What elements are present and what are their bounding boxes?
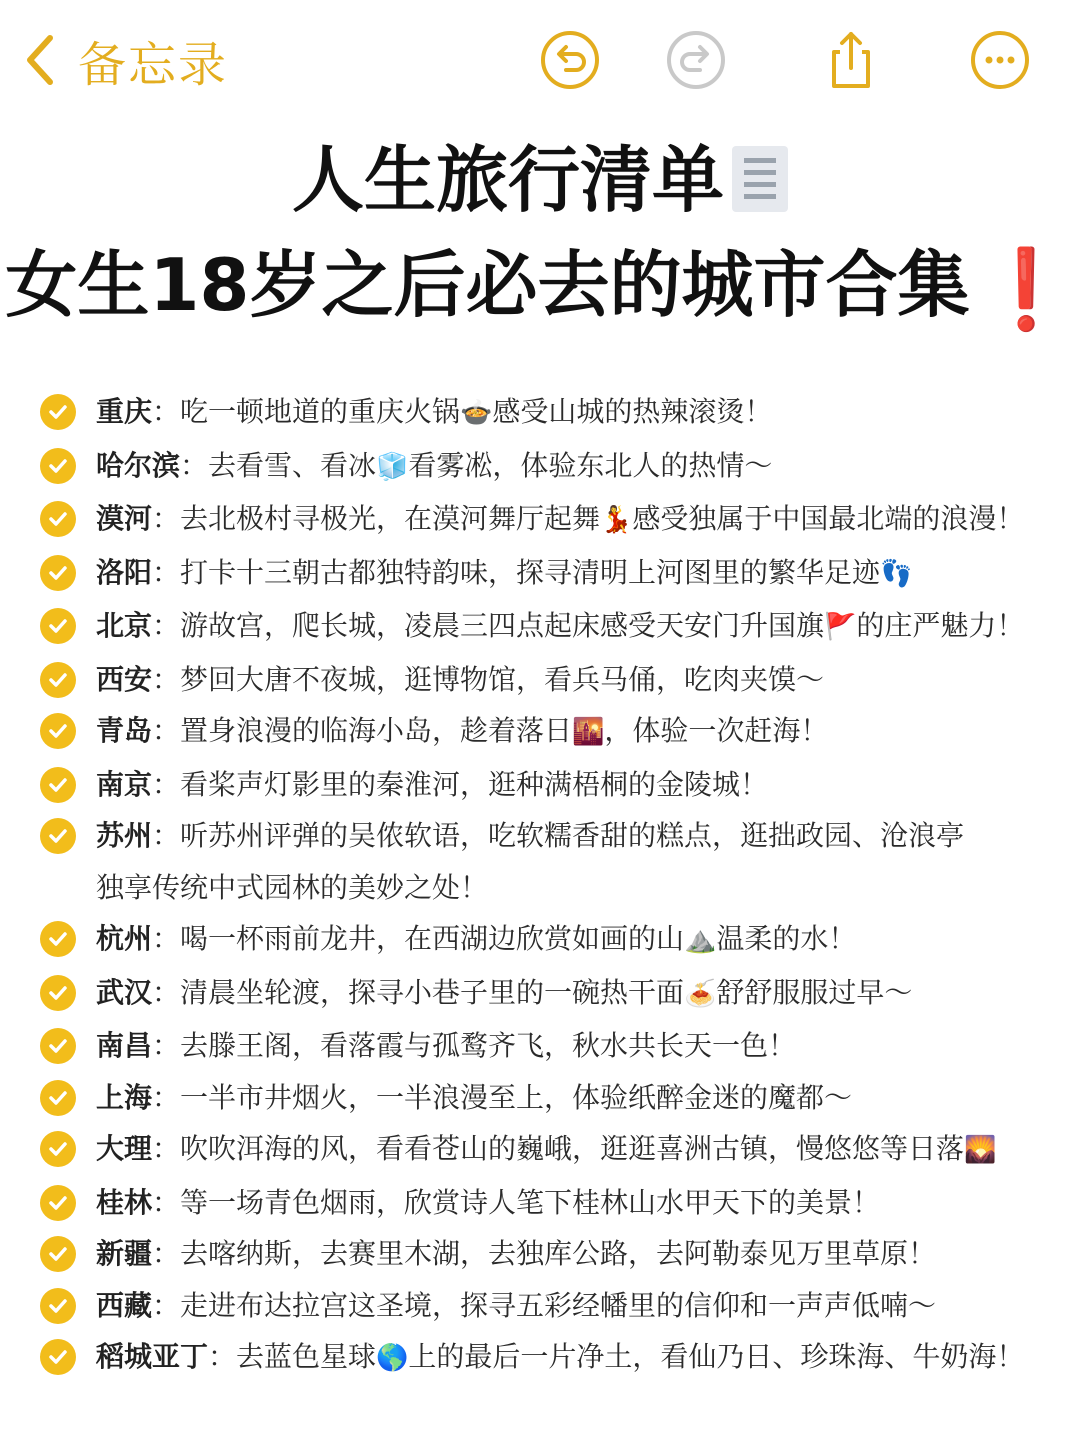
checkmark-icon[interactable] <box>40 394 76 430</box>
checkmark-icon[interactable] <box>40 767 76 803</box>
undo-button[interactable] <box>538 28 602 92</box>
item-text <box>96 1020 796 1072</box>
city-name: 西藏 <box>96 1288 153 1322</box>
list-item <box>40 759 1060 811</box>
list-item <box>40 1177 1060 1229</box>
emoji-icon: 🧊 <box>376 451 409 482</box>
separator: ： <box>152 555 181 589</box>
list-item <box>40 810 1060 862</box>
item-text <box>96 386 772 440</box>
city-name: 苏州 <box>96 819 153 852</box>
item-description: 去北极村寻极光，在漠河舞厅起舞 <box>180 502 601 535</box>
item-description-tail: 上的最后一片净土，看仙乃日、珍珠海、牛奶海！ <box>408 1340 1025 1373</box>
item-description: 去滕王阁，看落霞与孤鹜齐飞，秋水共长天一色！ <box>180 1029 797 1062</box>
item-description: 喝一杯雨前龙井，在西湖边欣赏如画的山 <box>180 922 685 955</box>
more-icon <box>968 28 1032 92</box>
city-name: 桂林 <box>96 1185 153 1219</box>
checkmark-icon[interactable] <box>40 608 76 644</box>
item-description: 吃一顿地道的重庆火锅 <box>180 395 461 428</box>
emoji-icon: 🚩 <box>824 612 857 642</box>
emoji-icon: 🍝 <box>684 978 717 1009</box>
undo-icon <box>538 28 602 92</box>
item-text <box>96 913 856 967</box>
item-text <box>96 1123 996 1177</box>
note-title <box>0 135 1080 225</box>
city-name: 北京 <box>96 609 153 642</box>
back-button[interactable] <box>22 28 228 92</box>
item-description: 听苏州评弹的吴侬软语，吃软糯香甜的糕点，逛拙政园、沧浪亭 <box>180 819 965 852</box>
item-description: 清晨坐轮渡，探寻小巷子里的一碗热干面 <box>180 975 685 1009</box>
separator: ： <box>152 1237 181 1270</box>
separator: ： <box>152 662 181 696</box>
item-description-tail: 感受独属于中国最北端的浪漫！ <box>632 502 1025 535</box>
checkmark-icon[interactable] <box>40 1131 76 1167</box>
separator: ： <box>152 922 181 955</box>
city-name: 杭州 <box>96 922 153 955</box>
city-name: 上海 <box>96 1080 153 1114</box>
item-description: 吹吹洱海的风，看看苍山的巍峨，逛逛喜洲古镇，慢悠悠等日落 <box>180 1132 965 1165</box>
checkmark-icon[interactable] <box>40 555 76 591</box>
checkmark-icon[interactable] <box>40 713 76 749</box>
city-name: 新疆 <box>96 1237 153 1270</box>
more-button[interactable] <box>968 28 1032 92</box>
item-description-tail: ，体验一次赶海！ <box>604 714 829 747</box>
nav-bar <box>0 0 1080 120</box>
separator: ： <box>152 714 181 747</box>
item-text <box>96 547 912 601</box>
emoji-icon: 💃 <box>600 505 633 535</box>
item-description: 游故宫，爬长城，凌晨三四点起床感受天安门升国旗 <box>180 609 825 642</box>
chevron-left-icon <box>22 32 58 88</box>
checkmark-icon[interactable] <box>40 1028 76 1064</box>
city-name: 武汉 <box>96 975 153 1009</box>
item-description: 去蓝色星球 <box>236 1340 377 1373</box>
checkmark-icon[interactable] <box>40 1339 76 1375</box>
list-item <box>40 1228 1060 1280</box>
list-item <box>40 1280 1060 1332</box>
list-item <box>40 654 1060 706</box>
back-label: 备忘录 <box>78 36 229 93</box>
emoji-icon: 🍲 <box>460 398 493 428</box>
list-item <box>40 600 1060 654</box>
separator: ： <box>152 975 181 1009</box>
item-description: 梦回大唐不夜城，逛博物馆，看兵马俑，吃肉夹馍～ <box>180 662 825 696</box>
item-text <box>96 705 828 759</box>
list-item <box>40 1123 1060 1177</box>
city-name: 漠河 <box>96 502 153 535</box>
separator: ： <box>152 1029 181 1062</box>
city-name: 南京 <box>96 767 153 801</box>
item-description: 打卡十三朝古都独特韵味，探寻清明上河图里的繁华足迹 <box>180 555 881 589</box>
item-text <box>96 1177 880 1229</box>
separator: ： <box>152 1080 181 1114</box>
item-description-tail: 温柔的水！ <box>716 922 857 955</box>
emoji-icon: ⛰️ <box>684 925 717 955</box>
item-text <box>96 440 772 494</box>
city-name: 西安 <box>96 662 153 696</box>
list-item <box>40 705 1060 759</box>
list-item <box>40 1020 1060 1072</box>
share-icon <box>818 28 882 92</box>
item-text <box>96 1280 936 1332</box>
city-name: 洛阳 <box>96 555 153 589</box>
item-text <box>96 493 1024 547</box>
exclamation-icon: ❗ <box>977 245 1075 336</box>
item-description-tail: 舒舒服服过早～ <box>716 975 913 1009</box>
memo-icon <box>732 146 788 212</box>
checkmark-icon[interactable] <box>40 448 76 484</box>
list-item <box>40 967 1060 1021</box>
item-description: 看桨声灯影里的秦淮河，逛种满梧桐的金陵城！ <box>180 767 769 801</box>
separator: ： <box>152 1288 181 1322</box>
city-name: 哈尔滨 <box>96 448 181 482</box>
emoji-icon: 🌎 <box>376 1343 409 1373</box>
city-name: 南昌 <box>96 1029 153 1062</box>
item-description: 去喀纳斯，去赛里木湖，去独库公路，去阿勒泰见万里草原！ <box>180 1237 937 1270</box>
item-text <box>96 967 912 1021</box>
checkmark-icon[interactable] <box>40 501 76 537</box>
list-item <box>40 493 1060 547</box>
item-description: 去看雪、看冰 <box>208 448 377 482</box>
note-subtitle <box>0 240 1080 335</box>
item-continuation: 独享传统中式园林的美妙之处！ <box>96 870 489 904</box>
title-line-2: 女生18岁之后必去的城市合集 <box>5 243 970 327</box>
item-text <box>96 810 964 862</box>
city-name: 青岛 <box>96 714 153 747</box>
separator: ： <box>152 819 181 852</box>
list-item <box>40 1331 1060 1385</box>
redo-button[interactable] <box>664 28 728 92</box>
item-text <box>96 654 824 706</box>
checkmark-icon[interactable] <box>40 662 76 698</box>
list-item <box>40 547 1060 601</box>
item-description: 一半市井烟火，一半浪漫至上，体验纸醉金迷的魔都～ <box>180 1080 853 1114</box>
separator: ： <box>152 502 181 535</box>
list-item <box>40 913 1060 967</box>
city-name: 大理 <box>96 1132 153 1165</box>
item-description: 走进布达拉宫这圣境，探寻五彩经幡里的信仰和一声声低喃～ <box>180 1288 937 1322</box>
checkmark-icon[interactable] <box>40 1185 76 1221</box>
item-text <box>96 600 1024 654</box>
separator: ： <box>152 767 181 801</box>
separator: ： <box>180 448 209 482</box>
item-text <box>96 759 768 811</box>
checkmark-icon[interactable] <box>40 975 76 1011</box>
checklist <box>40 386 1060 1385</box>
item-text <box>96 1072 852 1124</box>
separator: ： <box>152 1132 181 1165</box>
item-text <box>96 1228 936 1280</box>
checkmark-icon[interactable] <box>40 818 76 854</box>
share-button[interactable] <box>818 28 882 92</box>
item-description-tail: 看雾凇，体验东北人的热情～ <box>408 448 773 482</box>
separator: ： <box>208 1340 237 1373</box>
emoji-icon: 🌄 <box>964 1135 997 1165</box>
checkmark-icon[interactable] <box>40 1288 76 1324</box>
item-description: 等一场青色烟雨，欣赏诗人笔下桂林山水甲天下的美景！ <box>180 1185 881 1219</box>
separator: ： <box>152 395 181 428</box>
item-description: 置身浪漫的临海小岛，趁着落日 <box>180 714 573 747</box>
list-item <box>40 386 1060 440</box>
list-item <box>40 440 1060 494</box>
checkmark-icon[interactable] <box>40 921 76 957</box>
city-name: 稻城亚丁 <box>96 1340 209 1373</box>
separator: ： <box>152 609 181 642</box>
title-line-1: 人生旅行清单 <box>291 138 724 222</box>
separator: ： <box>152 1185 181 1219</box>
emoji-icon: 🌇 <box>572 717 605 747</box>
checkmark-icon[interactable] <box>40 1080 76 1116</box>
list-item <box>40 1072 1060 1124</box>
item-description-tail: 感受山城的热辣滚烫！ <box>492 395 773 428</box>
redo-icon <box>664 28 728 92</box>
checkmark-icon[interactable] <box>40 1236 76 1272</box>
item-description-tail: 的庄严魅力！ <box>856 609 1025 642</box>
emoji-icon: 👣 <box>880 558 913 589</box>
city-name: 重庆 <box>96 395 153 428</box>
item-text <box>96 1331 1024 1385</box>
